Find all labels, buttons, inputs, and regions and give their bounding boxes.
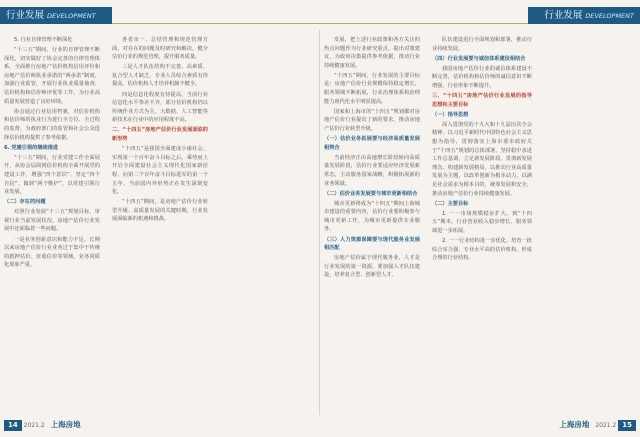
body-paragraph: 发展，把上述行业政策和各方关注的热点问题作为行业研究重点，提出对策建议，为政府决策提供参考依据，推动行业持续健康发展。 [324,37,420,69]
issue-date-right: 2021.2 [595,422,617,429]
section-heading: 三、“十四五”房地产估价行业发展的指导思想和主要目标 [432,93,532,108]
body-paragraph: 深入贯彻党的十九大和十九届历次全会精神，以习近平新时代中国特色社会主义思想为指导，贯彻落实上海市委市政府关于“十四五”规划的总体部署，坚持稳中求进工作总基调，立足新发展阶段、贯彻新发展理念、构建新发展格局，以推动行业高质量发展为主题，以改革创新为根本动力，以满足社会需求为根本目的，统筹发展和安全，推动房地产估价行业持续健康发展。 [432,121,532,197]
text-column-2 [112,36,208,408]
page-header [0,0,640,30]
section-subtitle-left: DEVELOPMENT [47,12,96,20]
footer-right [555,418,636,432]
section-heading: （一）估价业务拓展要与经济高质量发展相契合 [324,136,420,151]
footer-left [4,418,85,432]
body-paragraph: 2. 一一行业结构进一步优化。培育一批综合实力强、专业水平高的估价机构，形成合理的行业结构。 [432,238,532,262]
magazine-logo-right: 上海房地 [559,420,590,429]
header-rule-left [112,23,320,24]
body-paragraph: 对照行业发展“十三五”规划目标，审视行业当前发展状况，房地产估价行业发展中还面临着一些问题。 [4,209,100,233]
body-paragraph: 各省市一、总结管理和规范管理方面，对存在的问题及时研究和解决，健全估价行业的规范管理，提升服务质量。 [112,37,208,61]
section-heading: 二、“十四五”房地产估价行业发展面临的新形势 [112,127,208,143]
body-paragraph: 国家和上海市的“十四五”规划都对房地产估价行业提出了新的要求，推动房地产估价行业转型升级。 [324,108,420,132]
body-paragraph: 1. 一一市场规模稳步扩大。到“十四五”期末，行业营业收入稳步增长，服务领域进一步拓展。 [432,210,532,234]
body-paragraph: 队伍建设进行全面规划和部署，推动行业持续发展。 [432,37,532,52]
page-number-right: 15 [618,420,636,431]
section-heading: （四）行业发展要与诚信体系建设相结合 [432,55,526,62]
body-paragraph: 城市更新将成为“十四五”期间上海城市建设的重要内容，估价行业要积极参与城市更新工作，为城市更新提供专业服务。 [324,200,420,233]
body-paragraph: “十三五”期间，行业的自律管理不断深化，切实做好了协会完善的自律管理体系，全面推行房地产估价机构信用评价和房地产估价师执业承诺的“两承诺”制度，加强行业监管，开展行业执业质量抽查、估价机构和估价师评优等工作，为行业高质量发展营造了良好环境。 [4,47,100,105]
body-paragraph: 5. 行业自律管理不断深化 [14,37,73,43]
body-paragraph: 一是业务创新意识和能力不足。长期以来房地产估价行业业务过于集中于传统的抵押估价、征收估价等领域，业务同质化现象严重。 [4,236,100,269]
section-title-left: 行业发展 [6,10,45,21]
body-paragraph: “十四五”是我国全面建成小康社会、实现第一个百年奋斗目标之后，乘势而上开启全面建设社会主义现代化国家新征程、向第二个百年奋斗目标进军的第一个五年。当前国内外形势正在发生深刻变化。 [112,146,208,196]
body-paragraph: 房地产估价属于现代服务业，人才是行业发展的第一资源，要加强人才队伍建设，培养复合型、创新型人才。 [324,255,420,279]
body-paragraph: 我国房地产估价行业的诚信体系建设不断完善，估价机构和估价师的诚信意识不断增强，行业形象不断提升。 [432,65,532,89]
text-column-4 [432,36,532,408]
body-paragraph: “十三五”期间，行业党建工作全面展开，从协会层面到估价机构全面开展党的建设工作，增强“四个意识”、坚定“四个自信”、做到“两个维护”，以党建引领行业发展。 [4,154,100,196]
body-paragraph: 四是信息化程度有待提高。当前行业信息化水平参差不齐，部分估价机构仍以传统作业方式为主，大数据、人工智能等新技术在行业中的应用程度不高。 [112,91,208,124]
text-column-1 [4,36,100,408]
section-heading: （二）主要目标 [432,200,469,207]
section-heading: （一）指导思想 [432,111,469,118]
section-subtitle-right: DEVELOPMENT [585,12,634,20]
body-paragraph: “十四五”期间，行业发展的主要目标是：房地产估价行业规模保持稳定增长，服务领域不断拓展，行业治理体系和治理能力现代化水平明显提高。 [324,72,420,105]
issue-date-left: 2021.2 [23,422,45,429]
body-paragraph: 当前经济正由高速增长阶段转向高质量发展阶段，估价行业要适应经济发展新常态，主动服务国家战略，积极拓展新的业务领域。 [324,154,420,187]
page-number-left: 14 [4,420,22,431]
section-title-right: 行业发展 [544,10,583,21]
text-column-3 [324,36,420,408]
body-paragraph: 协会通过行业信用档案，对估价机构和估价师的执业行为进行全方位、全过程的监督，为政府部门的监管和社会公众选择估价机构提供了参考依据。 [4,108,100,141]
body-paragraph: “十四五”期间，是房地产估价行业转型升级、高质量发展的关键时期，行业发展面临新的机遇和挑战。 [112,199,208,223]
section-heading: （二）存在的问题 [4,199,46,206]
section-heading: （三）人力资源保障要与现代服务业发展相匹配 [324,236,420,252]
section-heading: （二）估价业务发展要与城市更新相结合 [324,190,418,197]
header-rule-right [320,23,528,24]
body-paragraph: 三是人才队伍结构不完善。高素质、复合型人才缺乏，专业人员综合素质有待提高，估价机构人才培养机制不健全。 [112,64,208,88]
section-heading: 6. 党建引领的继续推进 [4,144,59,151]
section-badge-right [528,7,640,24]
page-gutter [319,30,320,415]
section-badge-left [0,7,112,24]
magazine-logo-left: 上海房地 [50,420,81,429]
